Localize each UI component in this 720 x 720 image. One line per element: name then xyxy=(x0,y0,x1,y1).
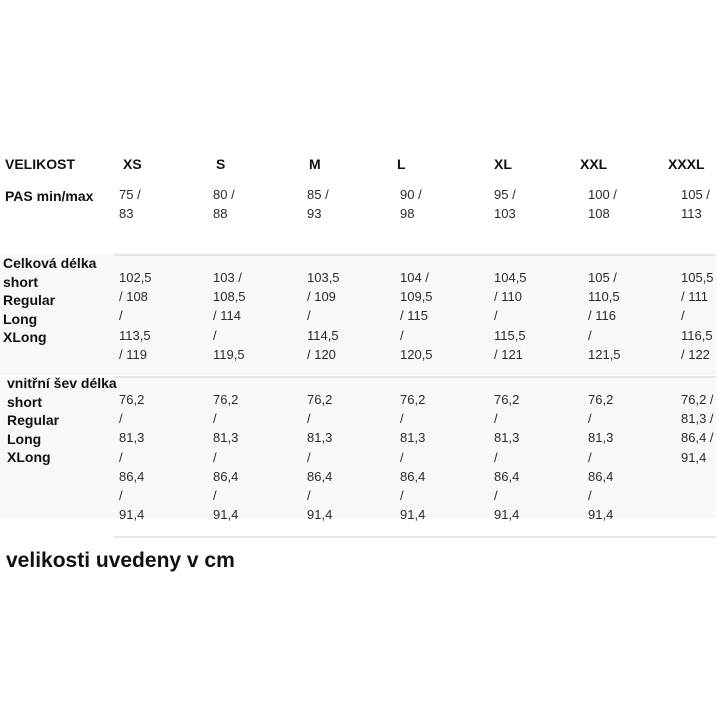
cell-waist-xxxl: 105 / 113 xyxy=(681,187,710,222)
size-header-xxxl: XXXL xyxy=(668,156,705,172)
units-note: velikosti uvedeny v cm xyxy=(6,549,235,572)
cell-length-xs: 102,5 / 108 / 113,5 / 119 xyxy=(119,270,152,362)
row-divider xyxy=(114,536,716,538)
cell-length-xxl: 105 / 110,5 / 116 / 121,5 xyxy=(588,270,621,362)
cell-length-l: 104 / 109,5 / 115 / 120,5 xyxy=(400,270,433,362)
cell-waist-xs: 75 / 83 xyxy=(119,187,141,222)
cell-inseam-xxl: 76,2 / 81,3 / 86,4 / 91,4 xyxy=(588,392,614,523)
row-divider xyxy=(114,254,716,256)
cell-inseam-xs: 76,2 / 81,3 / 86,4 / 91,4 xyxy=(119,392,145,523)
size-header-xs: XS xyxy=(123,156,142,172)
size-header-l: L xyxy=(397,156,406,172)
row-label-waist: PAS min/max xyxy=(5,188,94,204)
size-header-xl: XL xyxy=(494,156,512,172)
cell-length-xxxl: 105,5 / 111 / 116,5 / 122 xyxy=(681,270,714,362)
cell-waist-m: 85 / 93 xyxy=(307,187,329,222)
cell-inseam-s: 76,2 / 81,3 / 86,4 / 91,4 xyxy=(213,392,239,523)
size-table xyxy=(0,150,718,540)
cell-waist-xxl: 100 / 108 xyxy=(588,187,617,222)
cell-waist-xl: 95 / 103 xyxy=(494,187,516,222)
cell-waist-s: 80 / 88 xyxy=(213,187,235,222)
size-header-s: S xyxy=(216,156,226,172)
size-column-header: VELIKOST xyxy=(5,156,76,172)
cell-length-m: 103,5 / 109 / 114,5 / 120 xyxy=(307,270,340,362)
cell-inseam-m: 76,2 / 81,3 / 86,4 / 91,4 xyxy=(307,392,333,523)
cell-inseam-xl: 76,2 / 81,3 / 86,4 / 91,4 xyxy=(494,392,520,523)
row-label-inseam: vnitřní šev délka short Regular Long XLong xyxy=(7,375,117,465)
row-label-total-length: Celková délka short Regular Long XLong xyxy=(3,255,97,345)
cell-inseam-xxxl: 76,2 / 81,3 / 86,4 / 91,4 xyxy=(681,392,714,465)
cell-length-s: 103 / 108,5 / 114 / 119,5 xyxy=(213,270,246,362)
cell-waist-l: 90 / 98 xyxy=(400,187,422,222)
cell-length-xl: 104,5 / 110 / 115,5 / 121 xyxy=(494,270,527,362)
cell-inseam-l: 76,2 / 81,3 / 86,4 / 91,4 xyxy=(400,392,426,523)
size-header-m: M xyxy=(309,156,321,172)
size-header-xxl: XXL xyxy=(580,156,608,172)
row-divider xyxy=(114,376,716,378)
